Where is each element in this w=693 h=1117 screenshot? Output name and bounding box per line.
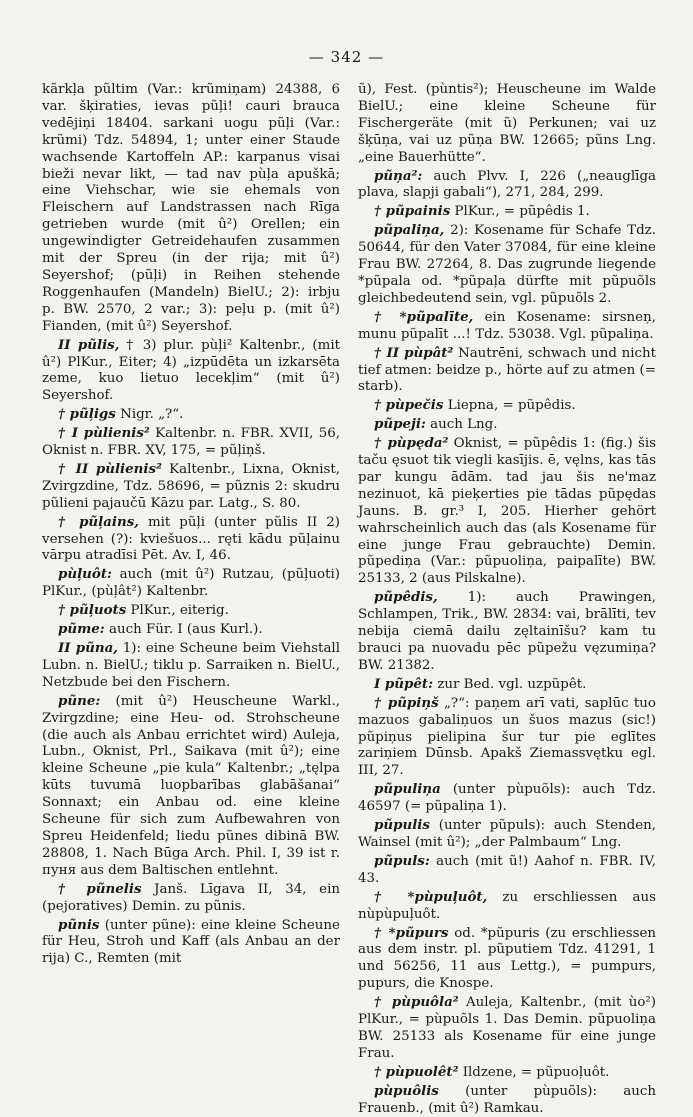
dictionary-entry <box>42 461 340 513</box>
entry-text: Nigr. „?“. <box>120 407 184 423</box>
entry-text: Ildzene, = pũpuoļuôt. <box>462 1064 610 1080</box>
entry-text: Janš. Līgava II, 34, ein (pejoratives) Demin. zu pũnis. <box>42 881 340 914</box>
entry-text: ein Kosename: sirsneņ, munu pũpalīt ...! Tdz. 53038. Vgl. pũpaliņa. <box>358 309 656 342</box>
dictionary-entry <box>42 514 340 566</box>
dictionary-entry <box>358 168 656 203</box>
dictionary-entry <box>358 589 656 675</box>
entry-text: zu erschliessen aus nùpùpuļuôt. <box>358 889 656 922</box>
dictionary-entry <box>358 345 656 397</box>
dictionary-entry <box>42 881 340 916</box>
entry-text: (unter pũpuls): auch Stenden, Wainsel (mit û²); „der Palmbaum“ Lng. <box>358 818 656 850</box>
entry-headword: † pũļains, <box>58 513 139 530</box>
entry-text: auch Plvv. I, 226 („neauglīga plava, slapji gabali“), 271, 284, 299. <box>358 168 656 201</box>
entry-headword: † pùpęda² <box>374 435 449 452</box>
dictionary-entry <box>358 781 656 816</box>
entry-headword: pũpeji: <box>374 416 426 433</box>
entry-text: † 3) plur. pùļi² Kaltenbr., (mit û²) PlKur., Eiter; 4) „izpūdēta un izkarsēta zeme, kuo lietuo lecekļim“ (mit û²) Seyershof. <box>42 337 340 404</box>
entry-text: (mit û²) Heuscheune Warkl., Zvirgzdine; eine Heu- od. Strohscheune (die auch als Anbau errichtet wird) Auleja, Lubn., Oknist, Prl., Saikava (mit û²); eine kleine Scheune „pie kula“ Kaltenbr.; „tęlpa kūts tuvumā luopbarības glabāšanai“ Sonnaxt; ein Anbau od. eine kleine Scheune für sich zum Aufbewahren von Spreu Heidenfeld; liedu pũnes dibinā BW. 28808, 1. Nach Būga Arch. Phil. I, 39 ist r. пуня aus dem Baltischen entlehnt. <box>42 693 340 878</box>
entry-headword: † *pũpurs <box>374 924 449 941</box>
entry-headword: I pũpêt: <box>374 675 434 692</box>
entry-text: auch (mit û²) Rutzau, (pũļuoti) PlKur., (pùļât²) Kaltenbr. <box>42 567 340 600</box>
entry-headword: pũne: <box>58 692 101 709</box>
dictionary-entry <box>358 853 656 888</box>
entry-headword: † *pũpalīte, <box>374 308 474 325</box>
entry-headword: pũpaliņa, <box>374 222 445 239</box>
entry-headword: II pũlis, <box>58 336 120 353</box>
entry-text: ũ), Fest. (pùntis²); Heuscheune im Walde BielU.; eine kleine Scheune für Fischergeräte (mit ũ) Perkunen; vai uz šķūņa, vai uz pũņa BW. 12665; pũns Lng. „eine Bauerhütte“. <box>358 82 656 165</box>
entry-text: od. *pũpuris (zu erschliessen aus dem instr. pl. pũputiem Tdz. 41291, 1 und 56256, 11 aus Lettg.), = pumpurs, pupurs, die Knospe. <box>358 925 656 992</box>
entry-headword: pũpulis <box>374 817 430 834</box>
entry-headword: pũme: <box>58 621 105 638</box>
entry-headword: † pũpainis <box>374 203 451 220</box>
dictionary-entry <box>42 82 340 336</box>
dictionary-entry <box>358 817 656 852</box>
entry-text: Auleja, Kaltenbr., (mit ùo²) PlKur., = pùpuõls 1. Das Demin. pũpuoliņa BW. 25133 als Kosename für eine junge Frau. <box>358 995 656 1061</box>
entry-headword: pũpuliņa <box>374 781 441 798</box>
entry-headword: pũnis <box>58 916 100 933</box>
dictionary-entry <box>42 425 340 460</box>
entry-headword: † pùpuôla² <box>374 994 459 1011</box>
entry-text: (unter pùpuõls): auch Frauenb., (mit û²) Ramkau. <box>358 1083 656 1116</box>
entry-text: Oknist, = pũpêdis 1: (fig.) šis taču ęsuot tik viegli kasījis. ē, vęlns, kas tās par kungu ādām. tad jau šis ne'maz nezinuot, kā pieķerties pie tādas pũpędas Jauns. B. gr.³ I, 205. Hierher gehört wahrscheinlich auch das (als Kosename für eine junge Frau gebrauchte) Demin. pũpediņa (Var.: pũpuoliņa, paipalīte) BW. 25133, 2 (aus Pilskalne). <box>358 436 656 587</box>
dictionary-entry <box>358 222 656 308</box>
dictionary-entry <box>358 82 656 167</box>
dictionary-entry <box>358 889 656 924</box>
dictionary-entry <box>358 203 656 221</box>
entry-text: (unter pùpuõls): auch Tdz. 46597 (= pũpaliņa 1). <box>358 782 656 815</box>
dictionary-entry <box>358 994 656 1063</box>
entry-headword: pùpuôlis <box>374 1082 439 1099</box>
entry-headword: † II pùlienis² <box>58 460 162 477</box>
entry-headword: † II pùpât² <box>374 344 454 361</box>
entry-headword: † pũļuots <box>58 602 127 619</box>
entry-headword: † pùpečis <box>374 397 444 414</box>
page-number: — 342 — <box>308 48 385 66</box>
entry-text: PlKur., = pũpêdis 1. <box>454 204 590 220</box>
entry-text: kãrkļa pũltim (Var.: krũmiņam) 24388, 6 var. šķiraties, ievas pũļi! cauri brauca vedējiņi 18404. sarkani uogu pũļi (Var.: krũmi) Tdz. 54894, 1; unter einer Staude wachsende Kartoffeln AP.: karpanus visai bieži nevar likt, — tad nav pùļa apuškā; eine Viehschar, wie sie ehemals von Fleischern auf Landstrassen nach Rīga getrieben wurde (mit û²) Orellen; ein ungewindigter Getreidehaufen zusammen mit der Spreu (in der rija; mit û²) Seyershof; (pũļi) in Reihen stehende Roggenhaufen (Mandeln) BielU.; 2): irbju p. BW. 2570, 2 var.; 3): peļu p. (mit û²) Fianden, (mit û²) Seyershof. <box>42 82 340 334</box>
entry-headword: pùļuôt: <box>58 566 112 583</box>
entry-text: Nautrēni, schwach und nicht tief atmen: beidze p., hörte auf zu atmen (= starb). <box>358 345 656 395</box>
dictionary-entry <box>42 602 340 620</box>
entry-text: 1): eine Scheune beim Viehstall Lubn. n. BielU.; tiklu p. Sarraiken n. BielU., Netzbude bei den Fischern. <box>42 641 340 690</box>
dictionary-entry <box>358 309 656 344</box>
dictionary-entry <box>42 693 340 880</box>
entry-text: mit pũļi (unter pũlis II 2) versehen (?): kviešuos... ręti kādu pũļainu vārpu atradīsi Pēt. Av. I, 46. <box>42 514 340 564</box>
entry-headword: † I pùlienis² <box>58 425 150 442</box>
dictionary-entry <box>42 406 340 424</box>
entry-text: zur Bed. vgl. uzpũpêt. <box>437 676 587 692</box>
entry-text: PlKur., eiterig. <box>130 603 229 619</box>
entry-text: Kaltenbr. n. FBR. XVII, 56, Oknist n. FBR. XV, 175, = pũļiņš. <box>42 426 341 459</box>
entry-text: 1): auch Prawingen, Schlampen, Trik., BW. 2834: vai, brālīti, tev nebija ciemā dailu zęltainīšu? kam tu brauci pa nuovadu pēc pũpežu vęzumiņa? BW. 21382. <box>358 590 656 673</box>
entry-headword: † *pùpuļuôt, <box>374 888 488 905</box>
dictionary-entry <box>358 695 656 781</box>
entry-headword: pũņa²: <box>374 167 423 184</box>
dictionary-entry <box>42 640 340 692</box>
entry-text: 2): Kosename für Schafe Tdz. 50644, für den Vater 37084, für eine kleine Frau BW. 27264, 8. Das zugrunde liegende *pũpala od. *pũpaļa dürfte mit pũpuõls gleichbedeutend sein, vgl. pũpuõls 2. <box>358 223 656 306</box>
entry-headword: pũpuls: <box>374 852 430 869</box>
right-column <box>358 82 656 1116</box>
entry-headword: † pũnelis <box>58 880 142 897</box>
left-column <box>42 82 340 987</box>
entry-headword: † pũļigs <box>58 406 116 423</box>
entry-headword: † pùpuolêt² <box>374 1063 459 1080</box>
entry-text: „?“: paņem arī vati, saplūc tuo mazuos gabaliņuos un šuos mazus (sic!) pũpiņus pielipina šur tur pie eglītes zariņiem Dūnsb. Apakš Ziemassvętku egl. III, 27. <box>358 695 656 779</box>
entry-text: auch Für. I (aus Kurl.). <box>109 622 263 638</box>
entry-headword: † pũpiņš <box>374 694 439 711</box>
dictionary-entry <box>42 621 340 639</box>
entry-text: (unter pũne): eine kleine Scheune für Heu, Stroh und Kaff (als Anbau an der rija) C., Remten (mit <box>42 917 340 967</box>
dictionary-entry <box>358 435 656 588</box>
entry-text: auch (mit ũ!) Aahof n. FBR. IV, 43. <box>358 853 656 886</box>
entry-text: auch Lng. <box>430 417 498 433</box>
dictionary-entry <box>42 337 340 406</box>
dictionary-entry <box>358 397 656 415</box>
dictionary-entry <box>42 566 340 601</box>
dictionary-entry <box>358 1064 656 1082</box>
dictionary-entry <box>358 1083 656 1117</box>
dictionary-entry <box>358 925 656 994</box>
dictionary-entry <box>42 917 340 969</box>
entry-headword: pũpêdis, <box>374 589 438 606</box>
entry-text: Liepna, = pũpêdis. <box>447 398 576 414</box>
dictionary-entry <box>358 676 656 694</box>
dictionary-entry <box>358 416 656 434</box>
entry-text: Kaltenbr., Lixna, Oknist, Zvirgzdine, Tdz. 58696, = pũznis 2: skudru pũlieni pajaučū Kāzu par. Latg., S. 80. <box>42 461 340 511</box>
entry-headword: II pũna, <box>58 640 118 656</box>
